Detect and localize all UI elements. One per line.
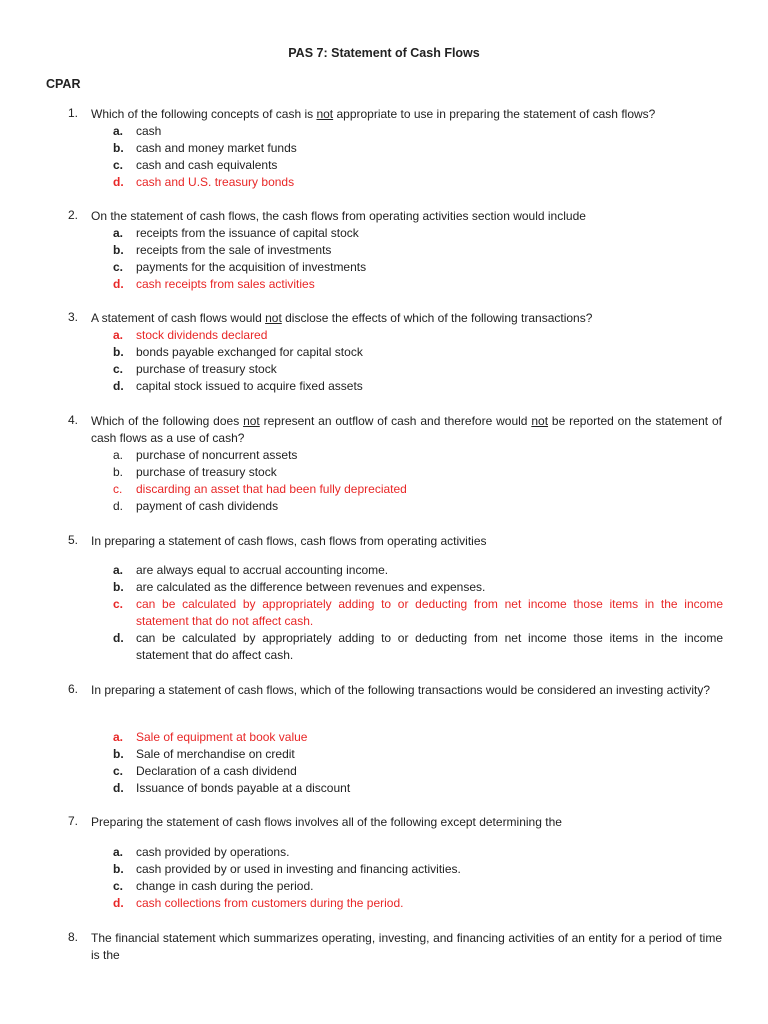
question-number: 1. [68, 106, 79, 120]
question-text: In preparing a statement of cash flows, which of the following transactions would be considered an investing activity? [91, 683, 711, 697]
question-text: In preparing a statement of cash flows, cash flows from operating activities [91, 534, 487, 548]
question-text: Which of the following concepts of cash is not appropriate to use in preparing the statement of cash flows? [91, 107, 656, 121]
option-a: a. purchase of noncurrent assets [113, 448, 298, 462]
option-c: c. purchase of treasury stock [113, 362, 277, 376]
question-text: Which of the following does not represent an outflow of cash and therefore would not be reported on the statement of cash flows as a use of cash? [91, 414, 722, 445]
question-number: 2. [68, 208, 79, 222]
option-d: d. capital stock issued to acquire fixed assets [113, 379, 363, 393]
option-b: b. purchase of treasury stock [113, 465, 277, 479]
question-text: On the statement of cash flows, the cash flows from operating activities section would include [91, 209, 586, 223]
question-number: 8. [68, 930, 79, 944]
emphasis-not: not [316, 107, 334, 121]
option-b: b. cash provided by or used in investing and financing activities. [113, 862, 461, 876]
option-c-answer: c. can be calculated by appropriately adding to or deducting from net income those items in the income statement that do not affect cash. [113, 597, 723, 628]
emphasis-not: not [243, 414, 260, 428]
page-title: PAS 7: Statement of Cash Flows [288, 46, 480, 60]
option-a-answer: a. stock dividends declared [113, 328, 268, 342]
option-b: b. cash and money market funds [113, 141, 297, 155]
option-d: d. Issuance of bonds payable at a discount [113, 781, 351, 795]
option-c: c. cash and cash equivalents [113, 158, 278, 172]
question-number: 6. [68, 682, 79, 696]
option-b: b. are calculated as the difference between revenues and expenses. [113, 580, 486, 594]
options-list [113, 729, 723, 797]
option-d-answer: d. cash collections from customers during the period. [113, 896, 404, 910]
options-list [113, 447, 723, 515]
option-a: a. receipts from the issuance of capital stock [113, 226, 359, 240]
options-list [113, 562, 723, 664]
option-d-answer: d. cash and U.S. treasury bonds [113, 175, 295, 189]
question-number: 4. [68, 413, 79, 427]
option-a: a. cash provided by operations. [113, 845, 290, 859]
question-number: 7. [68, 814, 79, 828]
option-d: d. payment of cash dividends [113, 499, 279, 513]
option-a-answer: a. Sale of equipment at book value [113, 730, 308, 744]
question-number: 3. [68, 310, 79, 324]
option-b: b. Sale of merchandise on credit [113, 747, 295, 761]
question-text: Preparing the statement of cash flows involves all of the following except determining the [91, 815, 562, 829]
option-c: c. change in cash during the period. [113, 879, 314, 893]
question-text: The financial statement which summarizes operating, investing, and financing activities of an entity for a period of time is the [91, 931, 722, 962]
options-list [113, 123, 723, 191]
emphasis-not: not [265, 311, 282, 325]
option-b: b. receipts from the sale of investments [113, 243, 332, 257]
options-list [113, 225, 723, 293]
option-a: a. are always equal to accrual accounting income. [113, 563, 389, 577]
emphasis-not: not [531, 414, 549, 428]
option-c: c. Declaration of a cash dividend [113, 764, 297, 778]
question-number: 5. [68, 533, 79, 547]
option-c-answer: c. discarding an asset that had been fully depreciated [113, 482, 407, 496]
section-heading: CPAR [46, 77, 81, 91]
options-list [113, 844, 723, 912]
option-b: b. bonds payable exchanged for capital stock [113, 345, 363, 359]
option-c: c. payments for the acquisition of investments [113, 260, 367, 274]
question-text: A statement of cash flows would not disclose the effects of which of the following transactions? [91, 311, 593, 325]
option-a: a. cash [113, 124, 162, 138]
option-d: d. can be calculated by appropriately adding to or deducting from net income those items in the income statement that do affect cash. [113, 631, 723, 662]
option-d-answer: d. cash receipts from sales activities [113, 277, 315, 291]
options-list [113, 327, 723, 395]
